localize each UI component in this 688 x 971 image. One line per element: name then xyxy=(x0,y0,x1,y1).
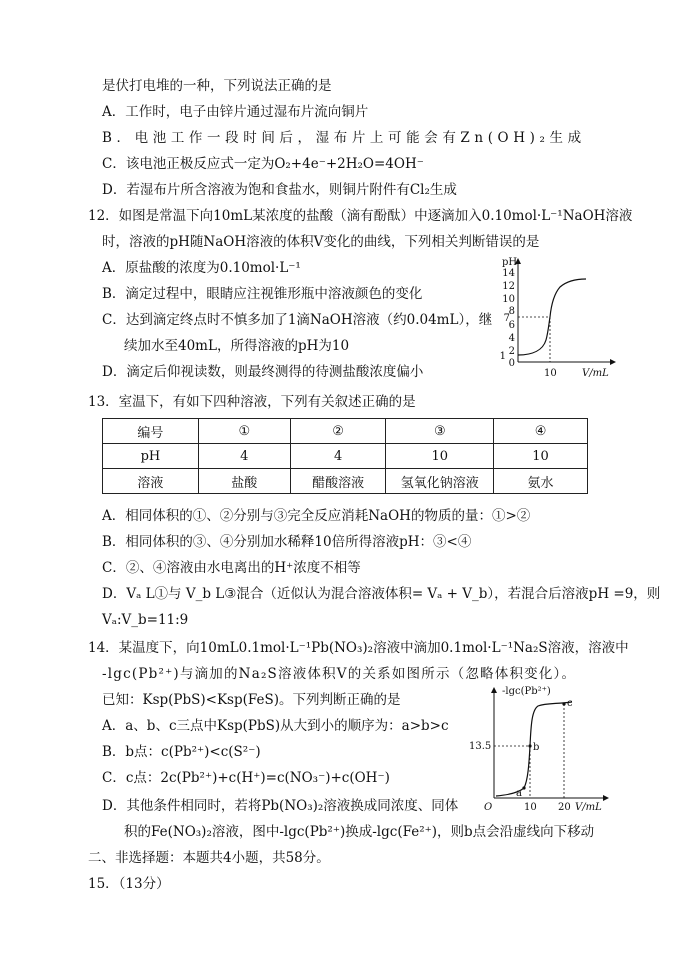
table-cell: ① xyxy=(198,419,290,444)
q13-option-b: B．相同体积的③、④分别加水稀释10倍所得溶液pH：③<④ xyxy=(102,534,472,550)
lgc-y-axis-label: -lgc(Pb²⁺) xyxy=(502,686,551,697)
point-a-marker xyxy=(522,786,525,789)
table-cell: 10 xyxy=(386,444,494,469)
table-cell: 10 xyxy=(494,444,588,469)
ph-ytick-0: 0 xyxy=(508,358,515,369)
ph-titration-curve-figure xyxy=(488,255,628,380)
ph-ytick-6: 6 xyxy=(508,320,515,331)
table-cell: 盐酸 xyxy=(198,469,290,494)
q15-heading: 15．（13分） xyxy=(88,876,170,892)
table-cell: ③ xyxy=(386,419,494,444)
q12-option-b: B．滴定过程中，眼睛应注视锥形瓶中溶液颜色的变化 xyxy=(102,286,423,302)
lgc-x-axis-label: V/mL xyxy=(575,802,602,812)
table-cell: pH xyxy=(103,444,199,469)
point-a-label: a xyxy=(516,788,522,799)
q12-stem-line2: 时，溶液的pH随NaOH溶液的体积V变化的曲线，下列相关判断错误的是 xyxy=(102,234,540,250)
ph-ytick-12: 12 xyxy=(502,281,515,292)
q14-option-d-line2: 积的Fe(NO₃)₂溶液，图中-lgc(Pb²⁺)换成-lgc(Fe²⁺)，则b点会沿虚线向下移动 xyxy=(124,824,595,840)
table-row xyxy=(103,444,588,469)
ph-x-axis-label: V/mL xyxy=(582,368,609,379)
ph-ytick-2: 2 xyxy=(508,346,515,357)
q13-option-a: A．相同体积的①、②分别与③完全反应消耗NaOH的物质的量：①>② xyxy=(102,508,531,524)
table-cell: 溶液 xyxy=(103,469,199,494)
q11-stem: 是伏打电堆的一种，下列说法正确的是 xyxy=(102,78,332,94)
lgc-xtick-10: 10 xyxy=(524,802,537,812)
section-2-heading: 二、非选择题：本题共4小题，共58分。 xyxy=(88,850,330,866)
ph-y-axis-label: pH xyxy=(502,257,518,268)
q12-option-c-line1: C．达到滴定终点时不慎多加了1滴NaOH溶液（约0.04mL），继 xyxy=(102,312,493,328)
table-cell: ② xyxy=(290,419,386,444)
q14-option-a: A．a、b、c三点中Ksp(PbS)从大到小的顺序为：a>b>c xyxy=(102,718,449,734)
ph-xtick-10: 10 xyxy=(544,368,557,379)
ph-ytick-8: 8 xyxy=(508,306,515,317)
table-cell: 4 xyxy=(290,444,386,469)
ph-ytick-1: 1 xyxy=(499,351,506,362)
ph-ytick-14: 14 xyxy=(502,268,515,279)
q14-option-b: B．b点：c(Pb²⁺)<c(S²⁻) xyxy=(102,744,261,760)
q13-option-d-line1: D．Vₐ L①与 V_b L③混合（近似认为混合溶液体积= Vₐ + V_b），若混合后溶液pH =9，则 xyxy=(102,586,661,602)
q12-option-a: A．原盐酸的浓度为0.10mol·L⁻¹ xyxy=(102,260,301,276)
ph-curve xyxy=(518,279,586,355)
table-row xyxy=(103,469,588,494)
lgc-ytick-13-5: 13.5 xyxy=(469,741,492,752)
table-cell: ④ xyxy=(494,419,588,444)
q14-option-c: C．c点：2c(Pb²⁺)+c(H⁺)=c(NO₃⁻)+c(OH⁻) xyxy=(102,770,390,786)
q13-option-c: C．②、④溶液由水电离出的H⁺浓度不相等 xyxy=(102,560,361,576)
lgc-origin-label: O xyxy=(484,802,493,812)
table-cell: 4 xyxy=(198,444,290,469)
table-cell: 氢氧化钠溶液 xyxy=(386,469,494,494)
ph-ytick-10: 10 xyxy=(502,294,515,305)
lgc-xtick-20: 20 xyxy=(558,802,571,812)
point-b-marker xyxy=(528,744,531,747)
ph-ytick-4: 4 xyxy=(508,333,515,344)
q14-stem-line1: 14．某温度下，向10mL0.1mol·L⁻¹Pb(NO₃)₂溶液中滴加0.1mol·L⁻¹Na₂S溶液，溶液中 xyxy=(88,640,629,656)
q11-option-a: A．工作时，电子由锌片通过湿布片流向铜片 xyxy=(102,104,369,120)
q12-stem-line1: 12．如图是常温下向10mL某浓度的盐酸（滴有酚酞）中逐滴加入0.10mol·L⁻¹NaOH溶液 xyxy=(88,208,633,224)
q11-option-c: C．该电池正极反应式一定为O₂+4e⁻+2H₂O=4OH⁻ xyxy=(102,156,424,172)
table-cell: 醋酸溶液 xyxy=(290,469,386,494)
point-b-label: b xyxy=(533,742,540,753)
q11-option-d: D．若湿布片所含溶液为饱和食盐水，则铜片附件有Cl₂生成 xyxy=(102,182,457,198)
q14-stem-line2: -lgc(Pb²⁺)与滴加的Na₂S溶液体积V的关系如图所示（忽略体积变化）。 xyxy=(102,666,577,682)
point-c-marker xyxy=(562,702,565,705)
q14-option-d-line1: D．其他条件相同时，若将Pb(NO₃)₂溶液换成同浓度、同体 xyxy=(102,798,459,814)
solutions-table xyxy=(102,418,588,494)
q13-stem: 13．室温下，有如下四种溶液，下列有关叙述正确的是 xyxy=(88,394,416,410)
lgc-pb-curve-figure xyxy=(468,684,618,812)
q12-option-c-line2: 续加水至40mL，所得溶液的pH为10 xyxy=(124,338,350,354)
ph-ytick-7: 7 xyxy=(503,313,510,324)
table-cell: 氨水 xyxy=(494,469,588,494)
q14-known: 已知：Ksp(PbS)<Ksp(FeS)。下列判断正确的是 xyxy=(102,692,401,708)
table-cell: 编号 xyxy=(103,419,199,444)
table-row xyxy=(103,419,588,444)
q13-option-d-line2: Vₐ:V_b=11:9 xyxy=(102,612,189,628)
q12-option-d: D．滴定后仰视读数，则最终测得的待测盐酸浓度偏小 xyxy=(102,364,424,380)
point-c-label: c xyxy=(567,698,573,709)
q11-option-b: B．电池工作一段时间后，湿布片上可能会有Zn(OH)₂生成 xyxy=(102,130,586,146)
